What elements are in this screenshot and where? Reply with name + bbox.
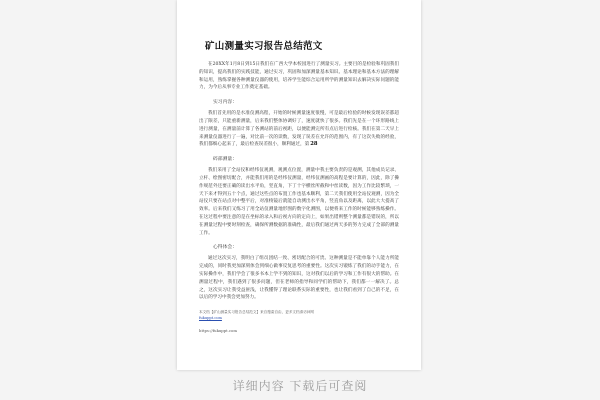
- footer-link[interactable]: fukuppt.com: [199, 315, 222, 320]
- document-content: [199, 14, 399, 333]
- section-heading-detail: 碎部测量：: [213, 157, 237, 163]
- download-caption: 详细内容 下载后可查阅: [232, 379, 368, 393]
- section-detail-paragraph: 我们采用了全站仪和经纬仪观测，观测点位置，测量中我主要负责的是观测，其他成员记录、立杆、绘图密切配合，并能我们用的是经纬仪测量，经纬仪测画的高程是要计算的，因此，除了操作规范外还要正确的读出水平角，竖直角，下丁十字横丝所截和中丝读数，因为工作比较繁琐，一天下来才得到五十个点，通过这些点的布置工作也基本顺利，第二天我们使用全站仪观测，因为全站仪只要在站点对中整平后，对准棱镜后就能自动测出水平角，竖直角以及距离，以此大大提高了效率。后来我们又练习了用全站仪测量地形图的数字化测图，以便将来工作的时候能够熟练操作。在这过程中要注意的是在坐标的录入和后视方向的定向上，如果出错则整个测量都是错误的，所以在测量过程中要时刻检查，确保所测数据的准确性，最后我们通过两天多的努力完成了全部的测量工作。: [199, 168, 399, 236]
- footer-url[interactable]: https://fukuppt.com: [199, 328, 237, 334]
- document-title: 矿山测量实习报告总结范文: [205, 41, 323, 52]
- intro-paragraph: 在20XX年1月8日到15日我们在广西大学本校园进行了测量实习。主要目的是检验和巩固我们的知识，提高我们的实践技能，通过实习，巩固和加深测量基本知识、基本理论和基本方法的理解和运用，熟练掌握各种测量仪器的使用，培养学生能综合运用所学的测量知识去解决实际问题的能力，为今后从事专业工作奠定基础。: [199, 62, 399, 91]
- footer-note-text: 本文档【矿山测量实习报告总结范文】来自搜索自由，更多文档请访问网: [199, 310, 314, 315]
- page-number: 28: [310, 141, 318, 148]
- document-page: [177, 0, 421, 370]
- section-reflection-paragraph: 通过这次实习，我明白了组员团结一致、密切配合的可贵。这种测量是不能单靠个人能力所能完成的，同时我更加深刻体会到细心做事反复思考的重要性。这次实习锻炼了我们的动手能力，在实际操作中，我们学会了很多书本上学不到的知识，这对我们以后的学习和工作有很大的帮助。在测量过程中，我们遇到了很多问题，但在老师的指导和同学们的帮助下，我们都一一解决了。总之，这次实习让我受益匪浅，让我懂得了理论联系实际的重要性，也让我们看到了自己的不足，在以后的学习中我会更加努力。: [199, 256, 399, 301]
- section-content-paragraph: [199, 110, 399, 149]
- footer-note: [199, 310, 399, 321]
- section-heading-reflection: 心得体会：: [213, 245, 237, 251]
- section-content-text: 我们首先用的是水准仪测高程，开始的时候测量速度很慢，可是最后检验的时候发现误差都超出了限差，只能重新测量，后来我们整体协调好了，速度就快了很多。我们先是在一个环形路线上进行测量，在测量前计算了各测站的前后视距，以便能测完所有点后进行检核。我们在第二天早上来测量仪器进行了一遍，对比前一次的读数，发现了误差在允许的范围内，有了这次失败的经验，我们都细心起来了，最后检查误差很小，顺利通过，第: [199, 111, 399, 148]
- section-heading-content: 实习内容：: [213, 100, 237, 106]
